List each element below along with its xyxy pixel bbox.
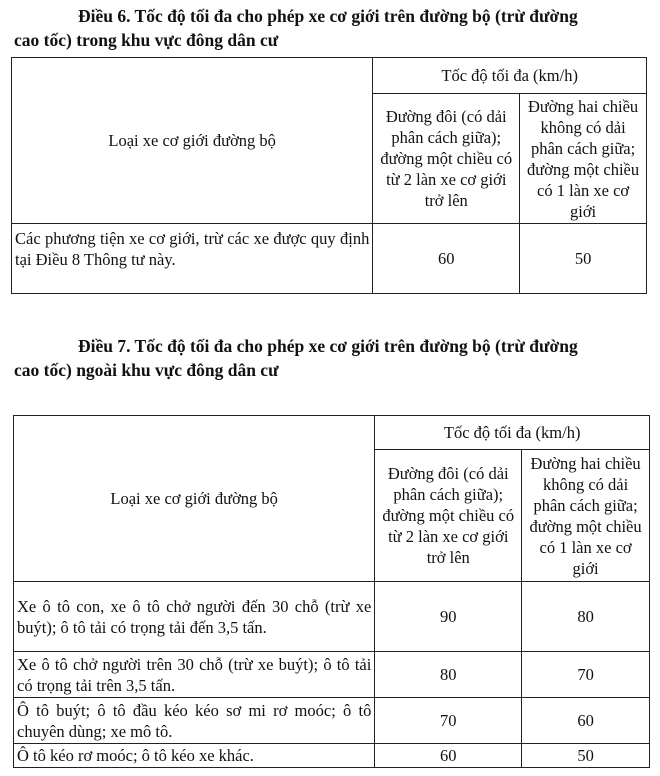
subheader-undivided-road: Đường hai chiều không có dải phân cách giữa; đường một chiều có 1 làn xe cơ giới: [522, 450, 650, 582]
vehicle-cell: Xe ô tô chở người trên 30 chỗ (trừ xe buýt); ô tô tải có trọng tải trên 3,5 tấn.: [14, 652, 375, 698]
table-row: [12, 224, 647, 294]
article-6-heading: [14, 4, 578, 52]
article-6-title-line2: cao tốc) trong khu vực đông dân cư: [14, 30, 279, 50]
speed-undivided-cell: 50: [522, 744, 650, 768]
header-max-speed: Tốc độ tối đa (km/h): [375, 416, 650, 450]
article-6-title-line1: Điều 6. Tốc độ tối đa cho phép xe cơ giới trên đường bộ (trừ đường: [78, 6, 578, 26]
speed-undivided-cell: 70: [522, 652, 650, 698]
table-row: [14, 582, 650, 652]
vehicle-cell: Ô tô buýt; ô tô đầu kéo kéo sơ mi rơ moóc; ô tô chuyên dùng; xe mô tô.: [14, 698, 375, 744]
article-7-title-line2: cao tốc) ngoài khu vực đông dân cư: [14, 360, 279, 380]
speed-undivided-cell: 60: [522, 698, 650, 744]
article-7-heading: [14, 334, 578, 382]
table-row: [14, 744, 650, 768]
header-row: [12, 58, 647, 94]
article-7-title-line1: Điều 7. Tốc độ tối đa cho phép xe cơ giới trên đường bộ (trừ đường: [78, 336, 578, 356]
vehicle-cell: Ô tô kéo rơ moóc; ô tô kéo xe khác.: [14, 744, 375, 768]
speed-divided-cell: 80: [375, 652, 522, 698]
speed-divided-cell: 90: [375, 582, 522, 652]
speed-divided-cell: 60: [373, 224, 520, 294]
table-row: [14, 652, 650, 698]
header-vehicle-type: Loại xe cơ giới đường bộ: [12, 58, 373, 224]
header-max-speed: Tốc độ tối đa (km/h): [373, 58, 647, 94]
article-6-speed-table: [11, 57, 647, 294]
subheader-undivided-road: Đường hai chiều không có dải phân cách giữa; đường một chiều có 1 làn xe cơ giới: [520, 94, 647, 224]
article-7-speed-table: [13, 415, 650, 768]
speed-divided-cell: 60: [375, 744, 522, 768]
subheader-divided-road: Đường đôi (có dải phân cách giữa); đường một chiều có từ 2 làn xe cơ giới trở lên: [373, 94, 520, 224]
speed-undivided-cell: 50: [520, 224, 647, 294]
speed-divided-cell: 70: [375, 698, 522, 744]
table-row: [14, 698, 650, 744]
header-row: [14, 416, 650, 450]
header-vehicle-type: Loại xe cơ giới đường bộ: [14, 416, 375, 582]
speed-undivided-cell: 80: [522, 582, 650, 652]
subheader-divided-road: Đường đôi (có dải phân cách giữa); đường một chiều có từ 2 làn xe cơ giới trở lên: [375, 450, 522, 582]
vehicle-cell: Xe ô tô con, xe ô tô chở người đến 30 chỗ (trừ xe buýt); ô tô tải có trọng tải đến 3,5 tấn.: [14, 582, 375, 652]
vehicle-cell: Các phương tiện xe cơ giới, trừ các xe được quy định tại Điều 8 Thông tư này.: [12, 224, 373, 294]
